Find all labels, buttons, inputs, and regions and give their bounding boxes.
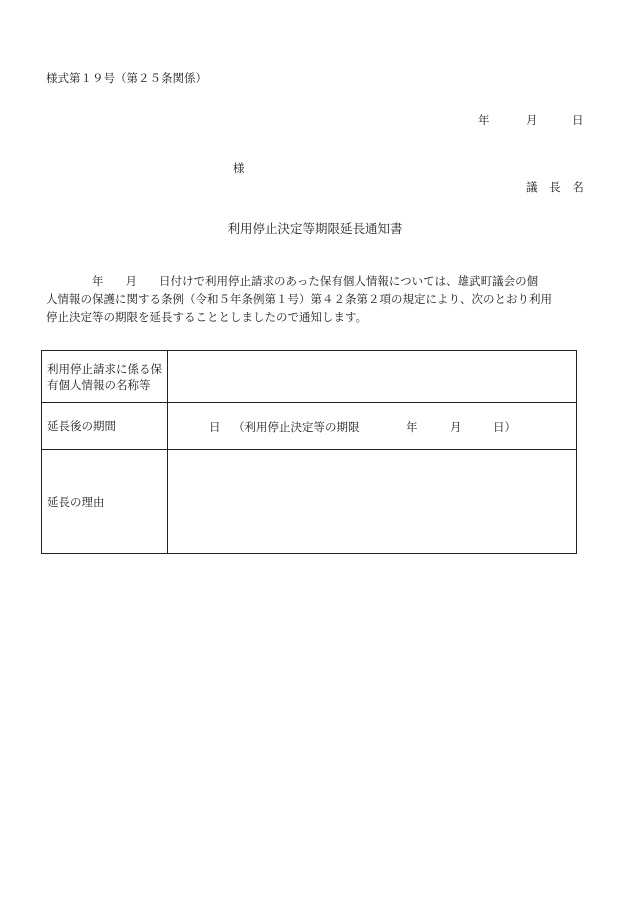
body-text <box>46 272 586 326</box>
extended-period-value[interactable] <box>168 403 577 450</box>
request-info-name-value[interactable] <box>168 351 577 403</box>
extension-reason-value[interactable] <box>168 450 577 554</box>
period-day: 日 <box>209 420 221 434</box>
body-line-2: 人情報の保護に関する条例（令和５年条例第１号）第４２条第２項の規定により、次のとおり利用 <box>46 292 552 306</box>
period-day-close: 日） <box>493 420 516 434</box>
recipient-suffix: 様 <box>233 161 245 175</box>
date-day: 日 <box>572 113 584 127</box>
document-title: 利用停止決定等期限延長通知書 <box>227 221 403 236</box>
table-row <box>42 403 577 450</box>
form-number: 様式第１９号（第２５条関係） <box>46 71 207 85</box>
table-row <box>42 351 577 403</box>
body-month: 月 <box>125 274 137 288</box>
request-info-name-label: 利用停止請求に係る保有個人情報の名称等 <box>42 351 168 403</box>
body-line-3: 停止決定等の期限を延長することとしましたので通知します。 <box>46 310 368 324</box>
date-month: 月 <box>526 113 538 127</box>
period-container <box>173 403 571 449</box>
extension-reason-label: 延長の理由 <box>42 450 168 554</box>
period-deadline-open: （利用停止決定等の期限 <box>233 420 360 434</box>
extended-period-label: 延長後の期間 <box>42 403 168 450</box>
extension-info-table <box>41 350 577 554</box>
body-line1-rest: 日付けで利用停止請求のあった保有個人情報については、雄武町議会の個 <box>159 274 539 288</box>
body-line-1 <box>46 272 586 290</box>
period-year: 年 <box>406 420 418 434</box>
date-year: 年 <box>478 113 490 127</box>
period-month: 月 <box>450 420 462 434</box>
body-year: 年 <box>92 274 104 288</box>
table-row <box>42 450 577 554</box>
sender-name: 議 長 名 <box>526 180 588 194</box>
